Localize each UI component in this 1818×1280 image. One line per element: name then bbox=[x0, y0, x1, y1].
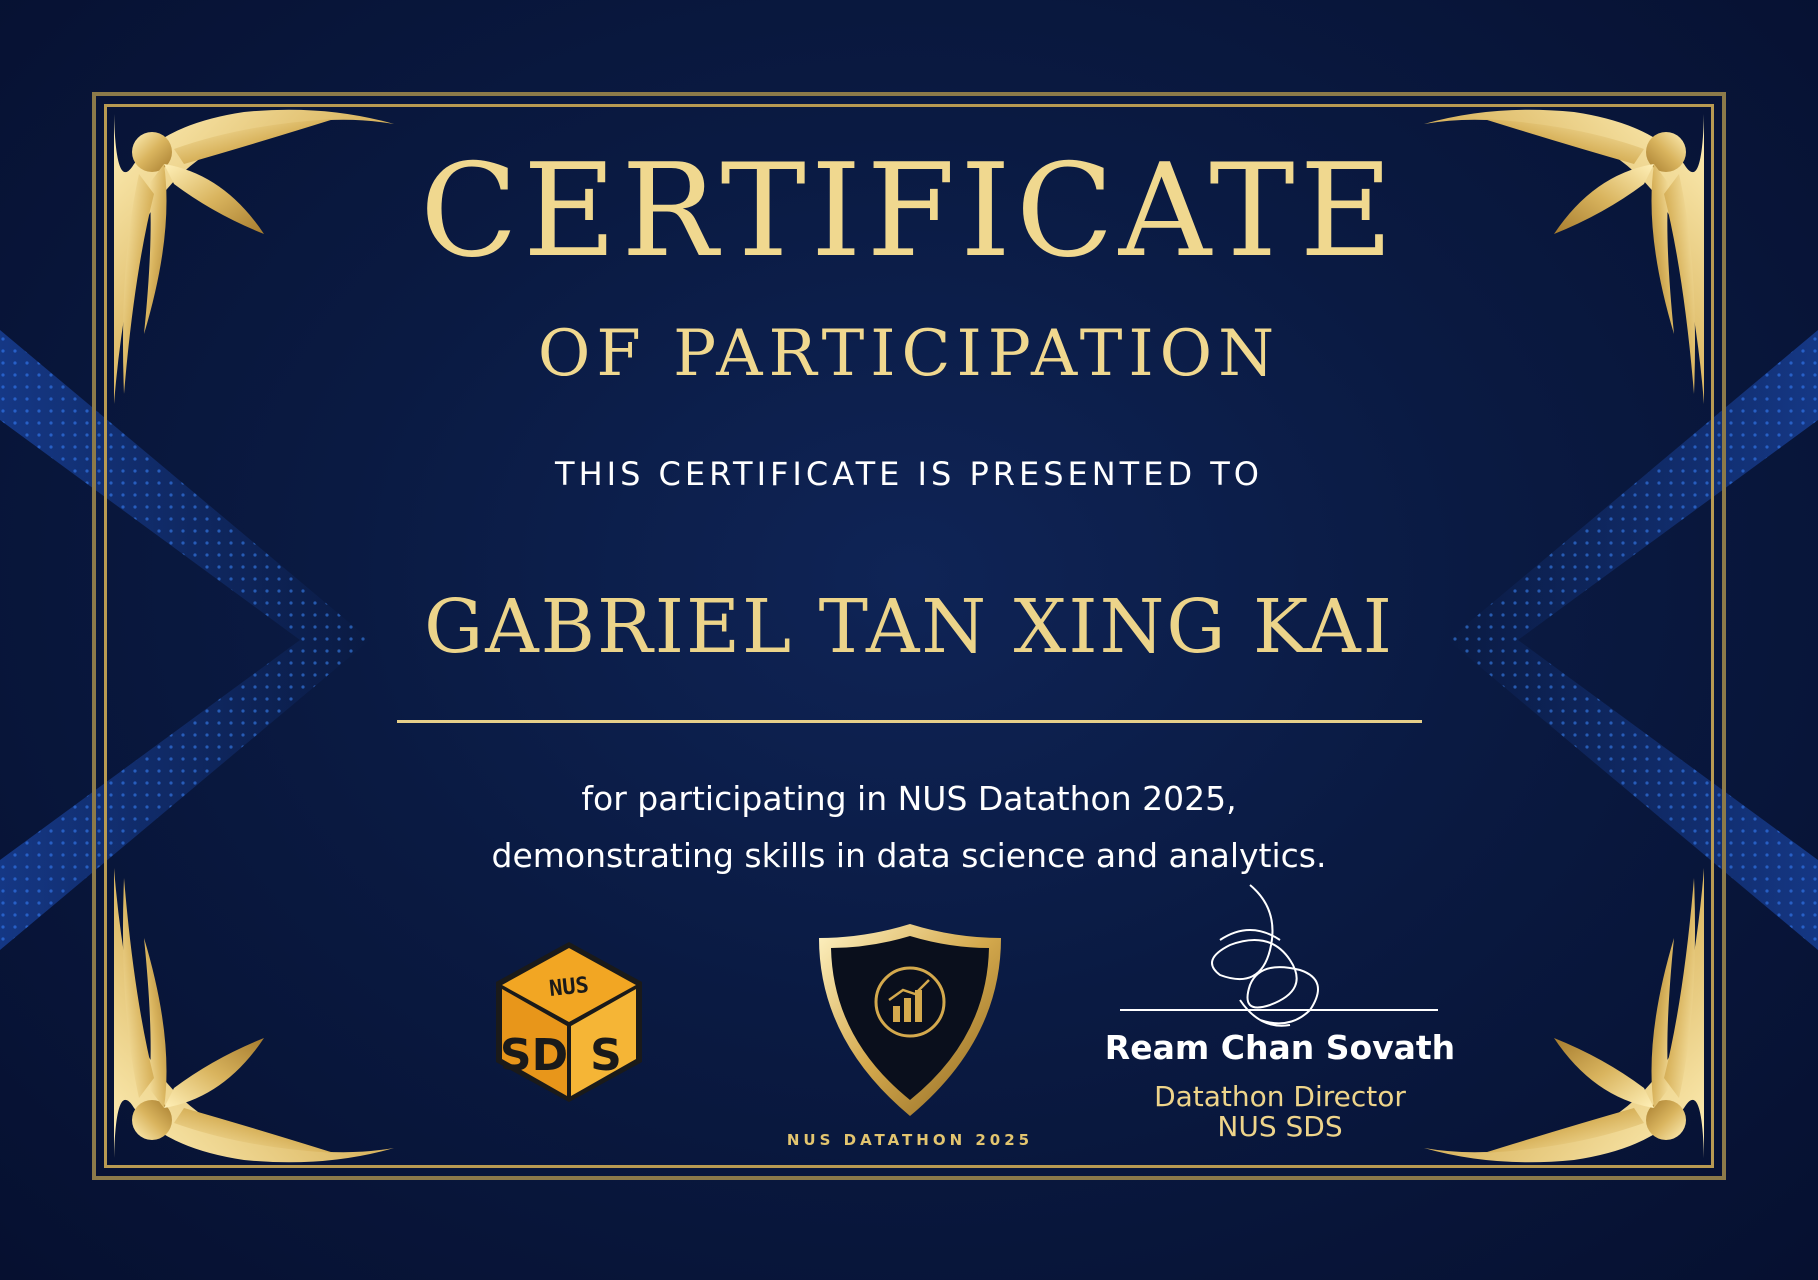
signatory-role: Datathon Director bbox=[1154, 1080, 1406, 1113]
svg-text:SD: SD bbox=[499, 1030, 569, 1081]
svg-text:S: S bbox=[590, 1030, 622, 1081]
recipient-name: GABRIEL TAN XING KAI bbox=[424, 584, 1394, 670]
signatory-name: Ream Chan Sovath bbox=[1104, 1028, 1456, 1067]
presented-to-label: THIS CERTIFICATE IS PRESENTED TO bbox=[555, 455, 1263, 493]
svg-text:NUS: NUS bbox=[547, 972, 591, 1003]
name-underline bbox=[397, 720, 1422, 723]
corner-ornament-icon bbox=[104, 838, 404, 1168]
nus-sds-logo bbox=[496, 942, 642, 1102]
certificate-description bbox=[0, 770, 1818, 884]
shield-caption: NUS DATATHON 2025 bbox=[786, 1131, 1034, 1149]
certificate-subtitle: OF PARTICIPATION bbox=[537, 317, 1281, 391]
datathon-shield-logo bbox=[815, 920, 1005, 1120]
signatory-organization: NUS SDS bbox=[1217, 1110, 1343, 1143]
description-line-1: for participating in NUS Datathon 2025, bbox=[581, 779, 1237, 818]
signature-image bbox=[1190, 880, 1340, 1040]
certificate-title: CERTIFICATE bbox=[420, 137, 1398, 286]
signature-line bbox=[1120, 1009, 1438, 1011]
description-line-2: demonstrating skills in data science and analytics. bbox=[491, 836, 1327, 875]
